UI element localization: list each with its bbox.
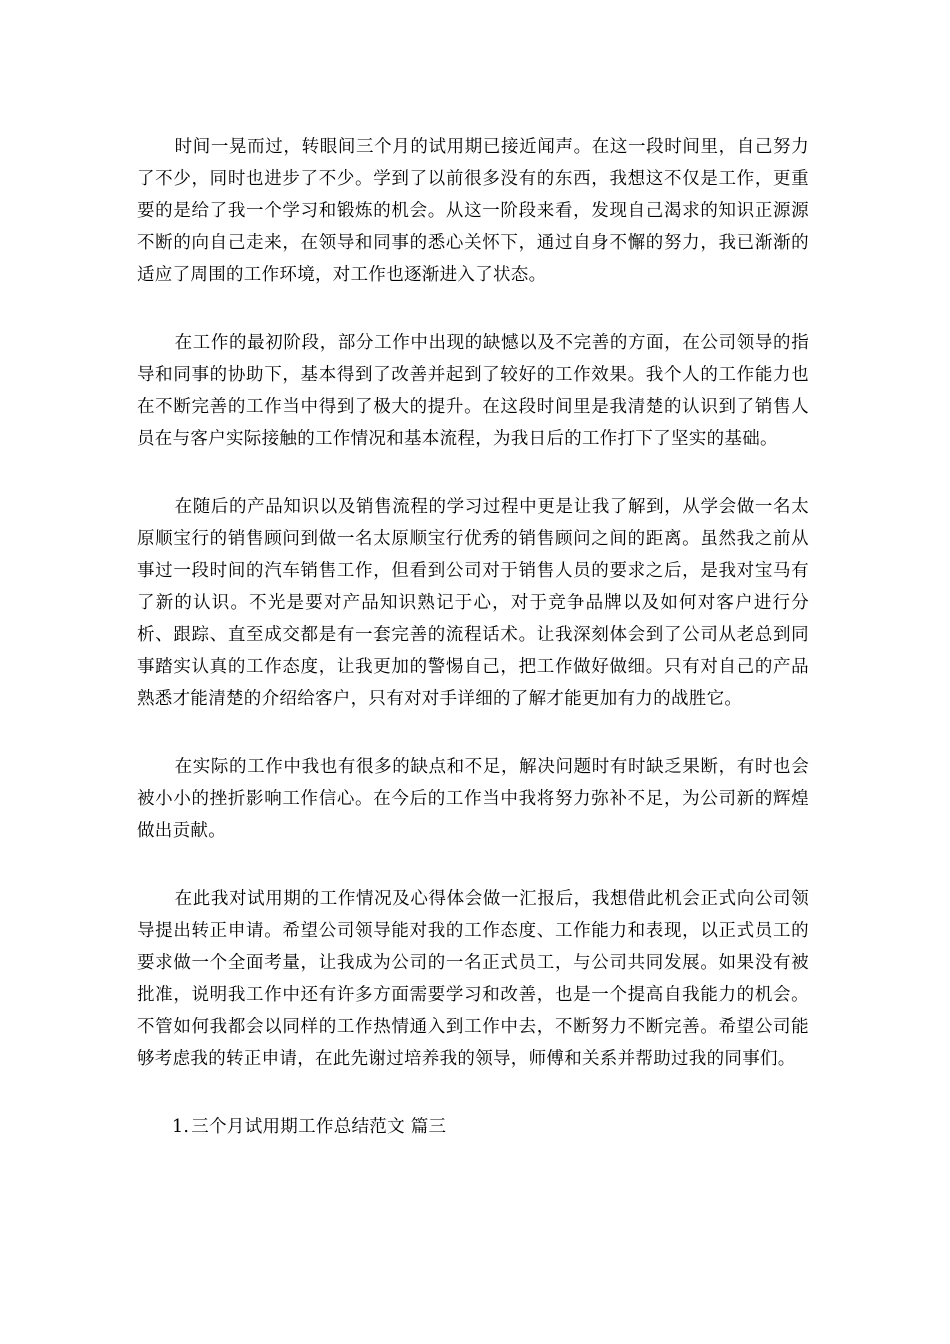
list-item-title: 三个月试用期工作总结范文 篇三: [191, 1117, 447, 1137]
paragraph-5: 在此我对试用期的工作情况及心得体会做一汇报后，我想借此机会正式向公司领导提出转正申请。希望公司领导能对我的工作态度、工作能力和表现，以正式员工的要求做一个全面考量，让我成为公司的一名正式员工，与公司共同发展。如果没有被批准，说明我工作中还有许多方面需要学习和改善，也是一个提高自我能力的机会。不管如何我都会以同样的工作热情通入到工作中去，不断努力不断完善。希望公司能够考虑我的转正申请，在此先谢过培养我的领导，师傅和关系并帮助过我的同事们。: [137, 889, 809, 1069]
paragraph-4: 在实际的工作中我也有很多的缺点和不足，解决问题时有时缺乏果断，有时也会被小小的挫折影响工作信心。在今后的工作当中我将努力弥补不足，为公司新的辉煌做出贡献。: [137, 757, 809, 841]
document-body: [137, 131, 809, 1143]
list-item-number: 1.: [172, 1117, 190, 1137]
paragraph-3: 在随后的产品知识以及销售流程的学习过程中更是让我了解到，从学会做一名太原顺宝行的销售顾问到做一名太原顺宝行优秀的销售顾问之间的距离。虽然我之前从事过一段时间的汽车销售工作，但看到公司对于销售人员的要求之后，是我对宝马有了新的认识。不光是要对产品知识熟记于心，对于竞争品牌以及如何对客户进行分析、跟踪、直至成交都是有一套完善的流程话术。让我深刻体会到了公司从老总到同事踏实认真的工作态度，让我更加的警惕自己，把工作做好做细。只有对自己的产品熟悉才能清楚的介绍给客户，只有对对手详细的了解才能更加有力的战胜它。: [137, 497, 809, 709]
paragraph-1: 时间一晃而过，转眼间三个月的试用期已接近闻声。在这一段时间里，自己努力了不少，同时也进步了不少。学到了以前很多没有的东西，我想这不仅是工作，更重要的是给了我一个学习和锻炼的机会。从这一阶段来看，发现自己渴求的知识正源源不断的向自己走来，在领导和同事的悉心关怀下，通过自身不懈的努力，我已渐渐的适应了周围的工作环境，对工作也逐渐进入了状态。: [137, 137, 809, 285]
section-heading-item: [137, 1111, 809, 1143]
paragraph-2: 在工作的最初阶段，部分工作中出现的缺憾以及不完善的方面，在公司领导的指导和同事的协助下，基本得到了改善并起到了较好的工作效果。我个人的工作能力也在不断完善的工作当中得到了极大的提升。在这段时间里是我清楚的认识到了销售人员在与客户实际接触的工作情况和基本流程，为我日后的工作打下了坚实的基础。: [137, 333, 809, 449]
